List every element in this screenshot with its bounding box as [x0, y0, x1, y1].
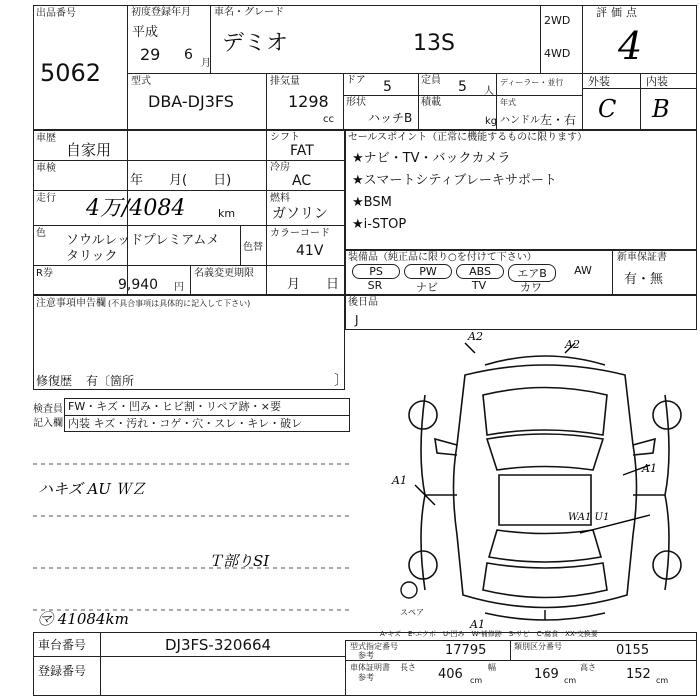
divider	[190, 265, 191, 295]
km-unit: km	[218, 207, 236, 220]
divider	[540, 5, 541, 73]
after-label: 後日品	[348, 297, 378, 308]
inspector-label2: 記入欄	[33, 418, 63, 429]
first-reg-label: 初度登録年月	[131, 7, 191, 18]
fuel: ガソリン	[272, 206, 328, 222]
notes-sub: (不具合事項は具体的に記入して下さい)	[108, 299, 251, 308]
cc-unit: cc	[323, 114, 334, 125]
selling-point-item: ★i-STOP	[352, 217, 407, 232]
selling-point-item: ★BSM	[352, 195, 392, 210]
seats-label: 定員	[421, 75, 441, 86]
color-code: 41V	[296, 243, 324, 259]
divider	[345, 640, 697, 641]
selling-points-list	[352, 148, 557, 236]
ref-label: 参考	[358, 651, 374, 660]
score: 4	[618, 24, 643, 68]
reg-label: 登録番号	[38, 664, 87, 678]
history-label: 車歴	[36, 133, 56, 144]
equip-abs: ABS	[456, 264, 504, 279]
shape: ハッチB	[368, 111, 413, 125]
divider	[127, 73, 697, 74]
divider	[640, 73, 641, 130]
selling-point-item: ★ナビ・TV・バックカメラ	[352, 151, 511, 166]
recycle: 9,940	[118, 277, 159, 293]
equip-sr: SR	[367, 279, 383, 292]
height: 152	[626, 667, 651, 682]
car-name: デミオ	[222, 31, 289, 56]
equip-ps: PS	[352, 264, 400, 279]
equipment-label: 装備品（純正品に限り○を付けて下さい）	[348, 252, 537, 263]
divider	[343, 73, 344, 130]
divider	[33, 190, 345, 191]
equip-pw: PW	[404, 264, 452, 279]
dealer-label: ディーラー・並行	[500, 78, 564, 87]
spare-icon	[401, 582, 417, 598]
car-diagram	[395, 335, 695, 625]
interior-score: B	[652, 95, 670, 123]
length-label: 長さ	[400, 663, 416, 672]
yen-unit: 円	[174, 282, 184, 293]
year: 29	[140, 45, 161, 64]
height-label: 高さ	[580, 663, 596, 672]
recycle-label: R券	[36, 268, 53, 279]
exterior-label: 外装	[588, 75, 610, 88]
repair-label: 修復歴	[36, 374, 73, 388]
fuel-label: 燃料	[270, 193, 290, 204]
equip-leather: カワ	[520, 281, 542, 294]
repair-value: 有〔箇所	[86, 374, 135, 388]
dims-label: 車体証明書	[350, 663, 390, 672]
handwriting-3: ㋮ 41084km	[38, 610, 129, 628]
color-line2: タリック	[66, 249, 118, 264]
equip-navi: ナビ	[416, 281, 438, 294]
exterior-score: C	[598, 95, 617, 123]
divider	[582, 5, 583, 130]
divider	[33, 656, 345, 657]
diagram-legend: A-キズ E-エクボ U-凹み W-補修跡 S-サビ C-腐食 XX-交換要	[380, 630, 598, 638]
divider	[240, 225, 241, 265]
divider	[100, 632, 101, 696]
mileage: 4万/4084	[86, 196, 186, 221]
mark-a2-left: A2	[468, 330, 483, 343]
ac-label: 冷房	[270, 162, 290, 173]
drive-4wd: 4WD	[544, 47, 571, 60]
shape-label: 形状	[346, 97, 366, 108]
ac: AC	[292, 173, 312, 189]
color-line1: ソウルレッドプレミアムメ	[66, 233, 220, 248]
cm-unit: cm	[564, 676, 577, 685]
category: 0155	[616, 643, 650, 658]
tax-label: 名義変更期限	[194, 268, 254, 279]
interior-label: 内装	[646, 75, 668, 88]
divider	[612, 250, 613, 295]
handle: 左・右	[540, 113, 577, 127]
divider	[418, 73, 419, 130]
era: 平成	[132, 25, 159, 40]
handwriting-1: ハキズ AU ＷＺ	[38, 480, 146, 498]
model: DBA-DJ3FS	[148, 92, 234, 111]
displacement: 1298	[288, 92, 329, 111]
equip-airbag: エアB	[508, 264, 556, 282]
mark-a2-right: A2	[565, 338, 580, 351]
model-designation-label: 型式指定番号	[350, 642, 398, 651]
warranty-label: 新車保証書	[617, 252, 667, 263]
load-label: 積載	[421, 97, 441, 108]
shift: FAT	[290, 143, 314, 159]
seats: 5	[458, 79, 467, 95]
after-frame	[345, 295, 697, 330]
score-label: 評価点	[596, 6, 641, 19]
after-value: J	[355, 313, 359, 327]
selling-points-label: セールスポイント（正常に機能するものに限ります）	[348, 132, 588, 143]
year-type-label: 年式	[500, 98, 516, 107]
month: 6	[184, 47, 193, 63]
seats-unit: 人	[484, 86, 494, 97]
shift-label: シフト	[270, 132, 300, 143]
mark-wa1-u1: WA1 U1	[568, 512, 610, 523]
ref-label-2: 参考	[358, 673, 374, 682]
drive-2wd: 2WD	[544, 14, 571, 27]
bracket-close: 〕	[334, 373, 348, 389]
mileage-label: 走行	[36, 193, 56, 204]
divider	[510, 640, 511, 660]
mark-a1-rear: A1	[470, 618, 485, 631]
equip-tv: TV	[471, 279, 487, 292]
model-designation: 17795	[445, 643, 487, 658]
equip-aw: AW	[574, 264, 592, 277]
divider	[33, 160, 345, 161]
equipment-grid	[352, 264, 610, 292]
divider	[64, 415, 350, 416]
handwriting-2: Ｔ部りSI	[208, 552, 270, 570]
chassis-label: 車台番号	[38, 638, 87, 652]
car-label: 車名・グレード	[214, 7, 284, 18]
handle-label: ハンドル	[500, 115, 540, 126]
length: 406	[438, 667, 463, 682]
inspector-row2: 内装 キズ・汚れ・コゲ・穴・スレ・キレ・破レ	[68, 417, 303, 430]
lot-label: 出品番号	[36, 8, 76, 19]
divider	[345, 640, 346, 696]
inspector-label1: 検査員	[33, 404, 63, 415]
model-label: 型式	[131, 76, 151, 87]
cm-unit: cm	[656, 676, 669, 685]
grade: 13S	[413, 31, 455, 56]
spare-label: スペア	[400, 608, 424, 617]
history-value: 自家用	[66, 141, 112, 159]
doors: 5	[383, 79, 392, 95]
inspection-value: 年 月( 日)	[130, 173, 232, 188]
tax-value: 月 日	[287, 277, 340, 292]
inspection-label: 車検	[36, 163, 56, 174]
notes-frame	[33, 295, 345, 390]
divider	[33, 225, 345, 226]
divider	[345, 660, 697, 661]
door-label: ドア	[346, 75, 366, 86]
notes-label: 注意事項申告欄	[36, 298, 106, 309]
displacement-label: 排気量	[270, 76, 300, 87]
warranty: 有・無	[624, 272, 664, 287]
color-code-label: カラーコード	[270, 228, 330, 239]
mark-a1-left: A1	[392, 474, 407, 487]
selling-point-item: ★スマートシティブレーキサポート	[352, 173, 557, 188]
color-label: 色	[36, 228, 46, 239]
cm-unit: cm	[470, 676, 483, 685]
width: 169	[534, 667, 559, 682]
load-unit: kg	[485, 116, 498, 127]
month-unit: 月	[201, 58, 211, 69]
width-label: 幅	[488, 663, 496, 672]
category-label: 類別区分番号	[514, 642, 562, 651]
color-change-label: 色替	[243, 242, 263, 253]
chassis: DJ3FS-320664	[165, 636, 272, 654]
lot-number: 5062	[40, 59, 102, 87]
mark-a1-right: A1	[642, 462, 657, 475]
inspector-row1: FW・キズ・凹み・ヒビ割・リペア跡・×要	[68, 400, 281, 413]
